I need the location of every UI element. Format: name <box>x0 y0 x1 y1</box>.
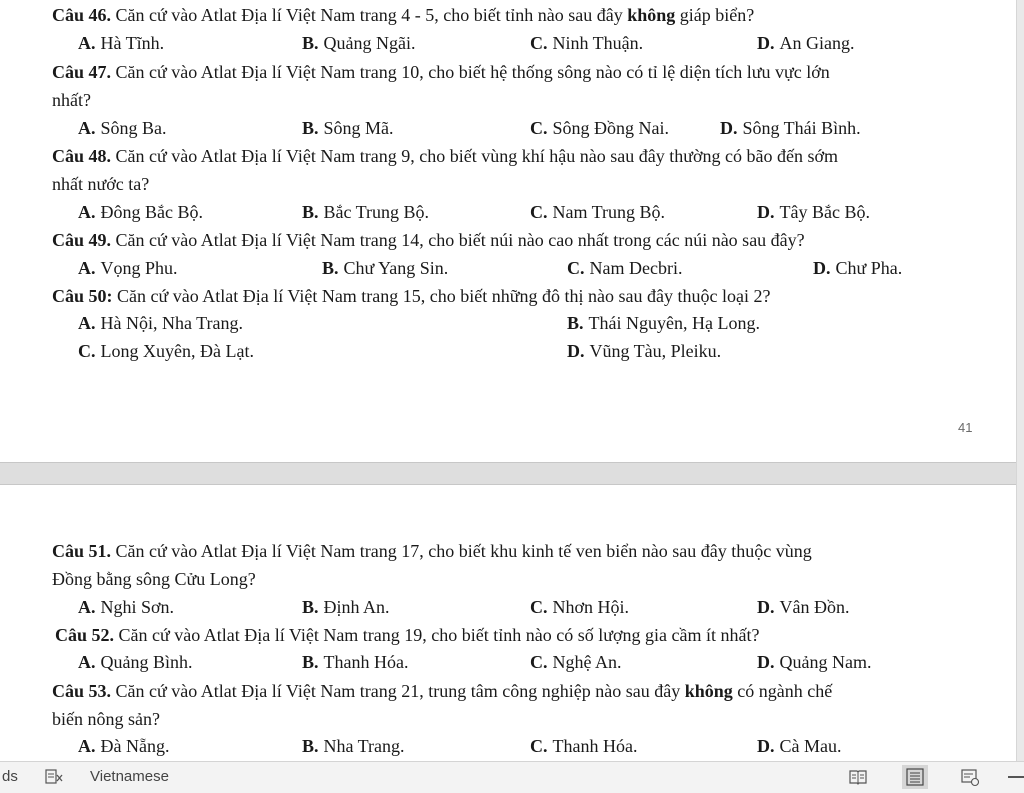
question-46: Câu 46. Căn cứ vào Atlat Địa lí Việt Nam trang 4 - 5, cho biết tỉnh nào sau đây không giáp biển? <box>52 5 755 25</box>
q46-option-c: C. Ninh Thuận. <box>530 33 644 53</box>
q47-option-d: D. Sông Thái Bình. <box>720 118 861 138</box>
q48-option-b: B. Bắc Trung Bộ. <box>302 202 430 222</box>
q53-option-a: A. Đà Nẵng. <box>78 736 170 756</box>
q51-option-d: D. Vân Đồn. <box>757 597 850 617</box>
language-indicator[interactable]: Vietnamese <box>90 768 169 785</box>
q50-option-b: B. Thái Nguyên, Hạ Long. <box>567 313 760 333</box>
page-break-gap <box>0 462 1016 485</box>
q50-option-a: A. Hà Nội, Nha Trang. <box>78 313 243 333</box>
question-47-cont: nhất? <box>52 90 91 110</box>
q51-option-c: C. Nhơn Hội. <box>530 597 630 617</box>
q52-option-d: D. Quảng Nam. <box>757 652 872 672</box>
q48-option-c: C. Nam Trung Bộ. <box>530 202 666 222</box>
vertical-scrollbar[interactable] <box>1016 0 1024 761</box>
q52-option-a: A. Quảng Bình. <box>78 652 193 672</box>
q52-option-b: B. Thanh Hóa. <box>302 652 409 672</box>
q50-option-d: D. Vũng Tàu, Pleiku. <box>567 341 722 361</box>
question-52: Câu 52. Căn cứ vào Atlat Địa lí Việt Nam trang 19, cho biết tỉnh nào có số lượng gia cầm ít nhất? <box>55 625 760 645</box>
q49-option-a: A. Vọng Phu. <box>78 258 178 278</box>
q52-option-c: C. Nghệ An. <box>530 652 622 672</box>
question-51: Câu 51. Căn cứ vào Atlat Địa lí Việt Nam trang 17, cho biết khu kinh tế ven biển nào sau đây thuộc vùng <box>52 541 812 561</box>
document-page-42 <box>0 485 1016 761</box>
q53-option-c: C. Thanh Hóa. <box>530 736 638 756</box>
q53-option-b: B. Nha Trang. <box>302 736 405 756</box>
q49-option-c: C. Nam Decbri. <box>567 258 683 278</box>
question-48-cont: nhất nước ta? <box>52 174 150 194</box>
q47-option-b: B. Sông Mã. <box>302 118 394 138</box>
question-47: Câu 47. Căn cứ vào Atlat Địa lí Việt Nam trang 10, cho biết hệ thống sông nào có tỉ lệ diện tích lưu vực lớn <box>52 62 830 82</box>
question-50: Câu 50: Căn cứ vào Atlat Địa lí Việt Nam trang 15, cho biết những đô thị nào sau đây thuộc loại 2? <box>52 286 771 306</box>
question-51-cont: Đồng bằng sông Cửu Long? <box>52 569 256 589</box>
web-layout-icon[interactable] <box>960 767 980 787</box>
q48-option-a: A. Đông Bắc Bộ. <box>78 202 203 222</box>
q46-option-b: B. Quảng Ngãi. <box>302 33 416 53</box>
q46-option-d: D. An Giang. <box>757 33 855 53</box>
proofing-icon[interactable] <box>44 767 64 787</box>
q47-option-c: C. Sông Đồng Nai. <box>530 118 669 138</box>
q47-option-a: A. Sông Ba. <box>78 118 167 138</box>
q51-option-a: A. Nghi Sơn. <box>78 597 175 617</box>
q53-option-d: D. Cà Mau. <box>757 736 842 756</box>
q51-option-b: B. Định An. <box>302 597 390 617</box>
question-53-cont: biến nông sản? <box>52 709 160 729</box>
zoom-slider[interactable] <box>1008 776 1024 778</box>
question-49: Câu 49. Căn cứ vào Atlat Địa lí Việt Nam trang 14, cho biết núi nào cao nhất trong các núi nào sau đây? <box>52 230 805 250</box>
page-number: 41 <box>958 420 973 435</box>
status-bar <box>0 761 1024 793</box>
read-mode-icon[interactable] <box>848 767 868 787</box>
q48-option-d: D. Tây Bắc Bộ. <box>757 202 870 222</box>
question-53: Câu 53. Căn cứ vào Atlat Địa lí Việt Nam trang 21, trung tâm công nghiệp nào sau đây không có ngành chế <box>52 681 833 701</box>
q49-option-d: D. Chư Pha. <box>813 258 903 278</box>
q50-option-c: C. Long Xuyên, Đà Lạt. <box>78 341 254 361</box>
word-count-fragment[interactable]: ds <box>2 768 18 785</box>
print-layout-icon[interactable] <box>902 765 928 789</box>
question-48: Câu 48. Căn cứ vào Atlat Địa lí Việt Nam trang 9, cho biết vùng khí hậu nào sau đây thường có bão đến sớm <box>52 146 839 166</box>
q46-option-a: A. Hà Tĩnh. <box>78 33 165 53</box>
q49-option-b: B. Chư Yang Sin. <box>322 258 449 278</box>
